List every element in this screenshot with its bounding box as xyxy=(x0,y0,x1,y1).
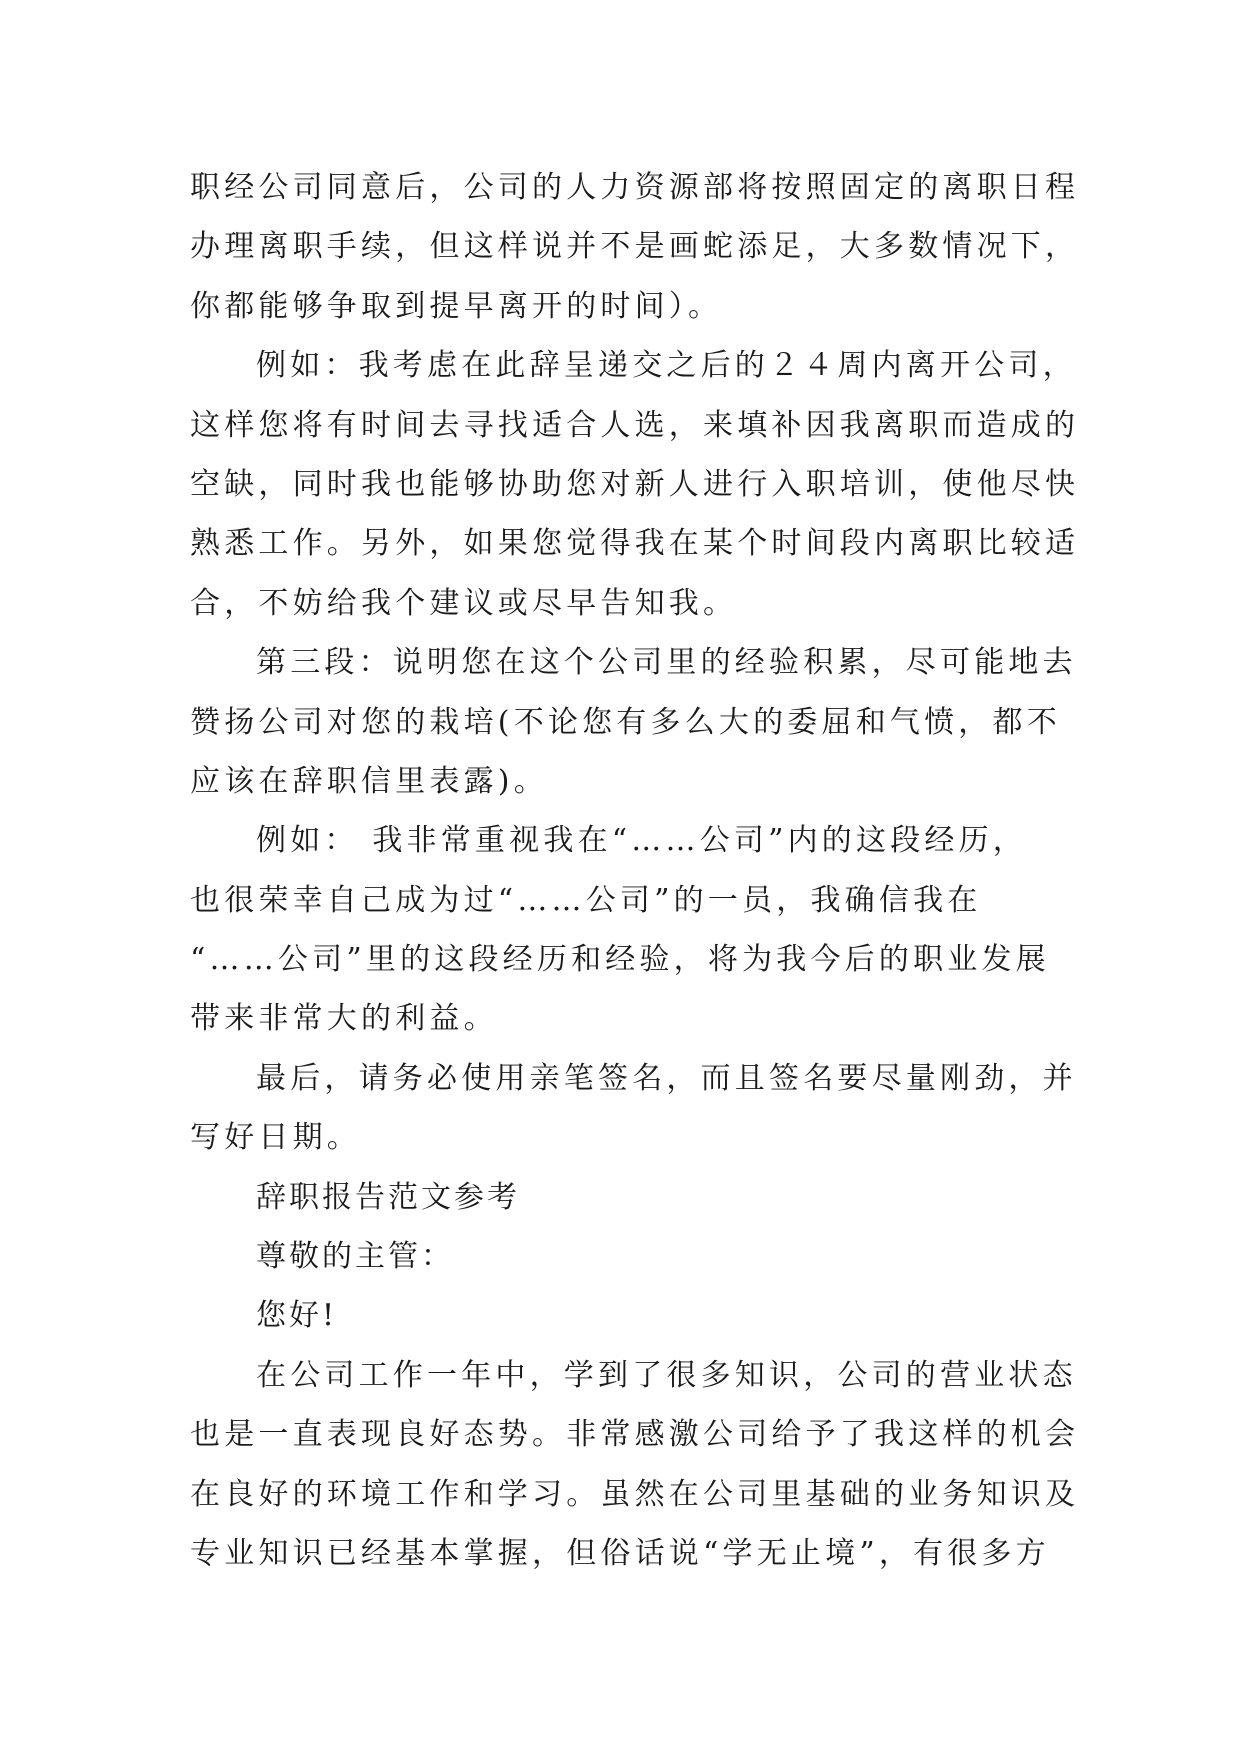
paragraph-start-line: 例如： 我非常重视我在“……公司”内的这段经历， xyxy=(256,823,1028,859)
paragraph-start-line: 最后，请务必使用亲笔签名，而且签名要尽量刚劲，并 xyxy=(256,1060,1077,1096)
paragraph-start-line: 例如：我考虑在此辞呈递交之后的２４周内离开公司， xyxy=(256,348,1077,384)
text-line: 在良好的环境工作和学习。虽然在公司里基础的业务知识及 xyxy=(190,1476,1080,1512)
text-line: 赞扬公司对您的栽培(不论您有多么大的委屈和气愤，都不 xyxy=(190,704,1061,740)
text-line: 合，不妨给我个建议或尽早告知我。 xyxy=(190,585,738,621)
text-line: 也是一直表现良好态势。非常感激公司给予了我这样的机会 xyxy=(190,1417,1080,1453)
text-line: 专业知识已经基本掌握，但俗话说“学无止境”，有很多方 xyxy=(190,1535,1050,1571)
text-line: 职经公司同意后，公司的人力资源部将按照固定的离职日程 xyxy=(190,170,1080,205)
salutation: 尊敬的主管： xyxy=(256,1239,454,1275)
text-line: “……公司”里的这段经历和经验，将为我今后的职业发展 xyxy=(190,942,1050,978)
paragraph-start-line: 在公司工作一年中，学到了很多知识，公司的营业状态 xyxy=(256,1357,1077,1393)
text-line: 你都能够争取到提早离开的时间）。 xyxy=(190,288,723,324)
paragraph-start-line: 第三段：说明您在这个公司里的经验积累，尽可能地去 xyxy=(256,645,1077,681)
section-heading: 辞职报告范文参考 xyxy=(256,1179,520,1215)
greeting: 您好! xyxy=(256,1298,338,1334)
text-line: 熟悉工作。另外，如果您觉得我在某个时间段内离职比较适 xyxy=(190,526,1080,562)
text-line: 应该在辞职信里表露)。 xyxy=(190,763,548,799)
text-line: 办理离职手续，但这样说并不是画蛇添足，大多数情况下， xyxy=(190,229,1080,265)
text-line: 带来非常大的利益。 xyxy=(190,1001,498,1037)
document-body xyxy=(190,158,1080,1583)
text-line: 也很荣幸自己成为过“……公司”的一员，我确信我在 xyxy=(190,882,982,918)
text-line: 这样您将有时间去寻找适合人选，来填补因我离职而造成的 xyxy=(190,407,1080,443)
text-line: 写好日期。 xyxy=(190,1120,361,1156)
text-line: 空缺，同时我也能够协助您对新人进行入职培训，使他尽快 xyxy=(190,466,1080,502)
